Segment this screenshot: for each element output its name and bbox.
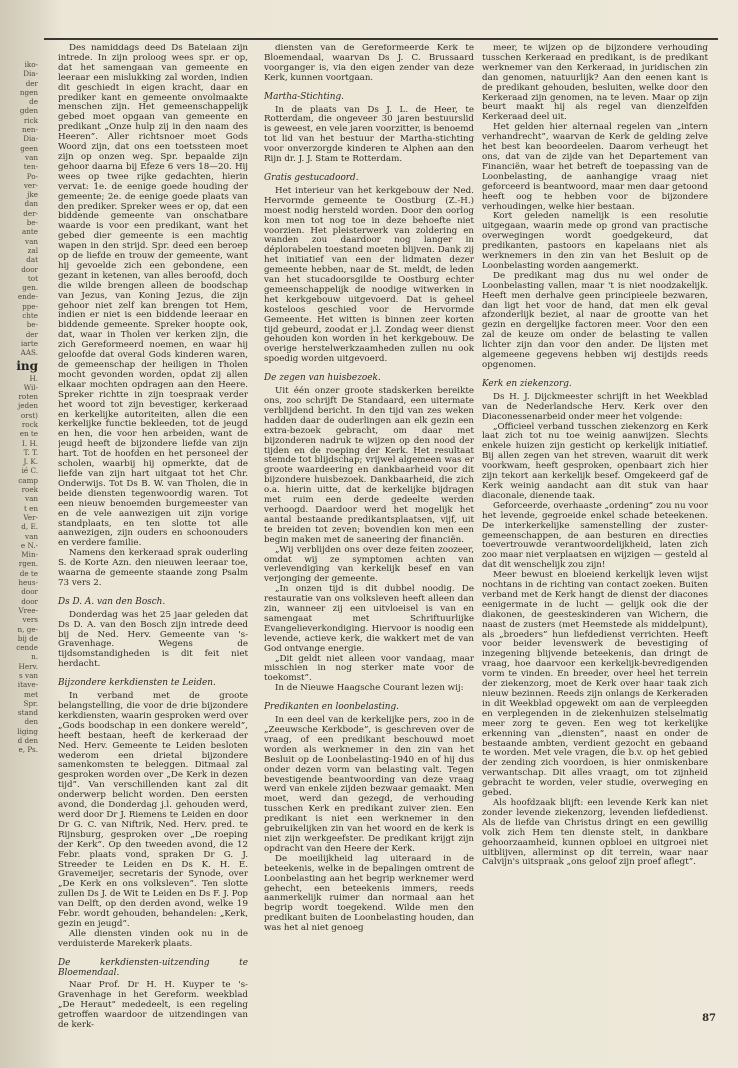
- section-heading: Bijzondere kerkdiensten te Leiden.: [58, 678, 216, 689]
- margin-fragment: rock: [21, 419, 38, 429]
- margin-fragment: H.: [29, 373, 38, 383]
- margin-fragment: dat: [26, 255, 38, 265]
- margin-fragment: orst): [20, 410, 38, 420]
- margin-fragment: nen-: [22, 125, 38, 135]
- margin-fragment: door: [21, 587, 38, 597]
- margin-fragment: Herv.: [18, 661, 38, 671]
- margin-fragment: n, ge-: [17, 624, 38, 634]
- paragraph: Als hoofdzaak blijft: een levende Kerk kan niet zonder levende ziekenzorg, levenden liefdedienst. Als de liefde van Christus dringt en een gewillig volk zich Hem ten dienste stelt, in dankbare gehoorzaamheid, kunnen opbloei en uitgroei niet uitblijven, allerminst op dit terrein, waar naar Calvijn's uitspraak „ons geloof zijn proef aflegt”.: [482, 797, 708, 868]
- margin-fragment: Dia-: [23, 134, 38, 144]
- paragraph: Het interieur van het kerkgebouw der Ned. Hervormde gemeente te Oostburg (Z.-H.) moest nodig hersteld worden. Door den oorlog kon men tot nog toe in deze behoefte niet voorzien. Het pleisterwerk van zoldering en wanden zou daardoor nog langer in déplorabelen toestand moeten blijven. Dank zij het initiatief van een der lidmaten dezer gemeente hebben, naar de St. meldt, de leden van het stucadoorsgilde te Oostburg echter gemeenschappelijk de noodige witwerken in het kerkgebouw uitgevoerd. Dat is geheel kosteloos geschied voor de Hervormde Gemeente. Het witten is binnen zeer korten tijd gebeurd, zoodat er j.l. Zondag weer dienst gehouden kon worden in het kerkgebouw. De overige herstelwerkzaamheden zullen nu ook spoedig worden uitgevoerd.: [264, 185, 474, 365]
- previous-page-margin-strip: [0, 60, 40, 1008]
- margin-fragment: rgen.: [18, 559, 38, 569]
- margin-fragment: AAS.: [20, 348, 38, 358]
- margin-fragment: d den: [17, 736, 38, 746]
- section-heading: Predikanten en loonbelasting.: [264, 702, 399, 713]
- margin-fragment: jeden: [18, 401, 38, 411]
- section-heading: De zegen van huisbezoek.: [264, 373, 381, 384]
- margin-fragment: door: [21, 264, 38, 274]
- margin-fragment: Dia-: [23, 69, 38, 79]
- margin-fragment: d, E.: [21, 522, 38, 532]
- section-heading: De kerkdiensten-uitzending te Bloemendaal.: [58, 957, 248, 978]
- margin-fragment: J. K.: [23, 457, 38, 467]
- margin-fragment: ten-: [23, 162, 38, 172]
- margin-fragment: chte: [22, 311, 38, 321]
- margin-fragment: heus-: [18, 578, 38, 588]
- margin-fragment: ié C.: [21, 466, 38, 476]
- column-right: [482, 44, 708, 1044]
- paragraph: „Officieel verband tusschen ziekenzorg en Kerk laat zich tot nu toe weinig aanwijzen. Slechts enkele huizen zijn gesticht op kerkelijk initiatief. Bij allen zegen van het streven, waaruit dit werk voorkwam, heeft gesproken, openbaart zich hier zijn tekort aan kerkelijk besef. Omgekeerd gaf de Kerk weinig aandacht aan dit stuk van haar diaconale, dienende taak.: [482, 421, 708, 501]
- margin-fragment: van: [25, 531, 38, 541]
- section-heading: Martha-Stichting.: [264, 91, 344, 102]
- margin-fragment: vers: [22, 615, 38, 625]
- header-rule: [44, 38, 718, 40]
- paragraph: „Wij verblijden ons over deze feiten zoozeer, omdat wij ze symptomen achten van verlevendiging van kerkelijk besef en van verjonging der gemeente.: [264, 544, 474, 585]
- margin-fragment: roek: [21, 485, 38, 495]
- margin-fragment: de: [29, 97, 38, 107]
- margin-fragment: ppe-: [22, 301, 38, 311]
- paragraph: In een deel van de kerkelijke pers, zoo in de „Zeeuwsche Kerkbode”, is geschreven over de vraag, of een predikant beschouwd moet worden als werknemer in den zin van het Besluit op de Loonbelasting-1940 en of hij dus onder dezen vorm van belasting valt. Tegen bevestigende beantwoording van deze vraag werd van enkele zijden bezwaar gemaakt. Men moet, werd dan gezegd, de verhouding tusschen Kerk en predikant zuiver zien. Een predikant is niet een werknemer in den gebruikelijken zin van het woord en de kerk is niet zijn werkgeefster. De predikant krijgt zijn opdracht van den Heere der Kerk.: [264, 715, 474, 854]
- paragraph: „Dit geldt niet alleen voor vandaag, maar misschien in nog sterker mate voor de toekomst”.: [264, 653, 474, 684]
- paragraph: Ds H. J. Dijckmeester schrijft in het Weekblad van de Nederlandsche Herv. Kerk over den Diaconessenarbeid onder meer het volgende:: [482, 391, 708, 422]
- margin-fragment: ende-: [17, 292, 38, 302]
- margin-fragment: Wil-: [23, 382, 38, 392]
- margin-fragment: der: [25, 78, 38, 88]
- margin-fragment: iko-: [24, 60, 38, 69]
- margin-fragment: rick: [23, 115, 38, 125]
- paragraph: diensten van de Gereformeerde Kerk te Bloemendaal, waarvan Ds J. C. Brussaard voorganger is, via den eigen zender van deze Kerk, kunnen voortgaan.: [264, 44, 474, 83]
- margin-fragment: camp: [18, 475, 38, 485]
- page-number: 87: [702, 1013, 716, 1024]
- paragraph: In verband met de groote belangstelling, die voor de drie bijzondere kerkdiensten, waarin gesproken werd over „Gods boodschap in een donkere wereld”, heeft bestaan, heeft de kerkeraad der Ned. Herv. Gemeente te Leiden besloten wederom een drietal bijzondere samenkomsten te beleggen. Ditmaal zal gesproken worden over „De Kerk in dezen tijd”. Van verschillenden kant zal dit onderwerp belicht worden. Den eersten avond, die Donderdag j.l. gehouden werd, werd door Dr J. Riemens te Leiden en door Dr G. C. van Niftrik, Ned. Herv. pred. te Rijnsburg, gesproken over „De roeping der Kerk”. Op den tweeden avond, die 12 Febr. plaats vond, spraken Dr G. J. Streeder te Leiden en Ds K. H. E. Gravemeijer, secretaris der Synode, over „De Kerk en ons volksleven”. Ten slotte zullen Ds J. de Wit te Leiden en Ds F. J. Pop van Delft, op den derden avond, welke 19 Febr. wordt gehouden, behandelen: „Kerk, gezin en jeugd”.: [58, 691, 248, 929]
- margin-fragment: ante: [21, 227, 38, 237]
- margin-fragment: Vree-: [18, 605, 38, 615]
- margin-fragment: e, Ps.: [18, 745, 38, 755]
- paragraph: Alle diensten vinden ook nu in de verduisterde Marekerk plaats.: [58, 928, 248, 949]
- margin-fragment: door: [21, 596, 38, 606]
- margin-fragment: liging: [17, 726, 38, 736]
- margin-fragment: der-: [23, 208, 38, 218]
- margin-fragment: jke: [27, 190, 38, 200]
- margin-fragment: ing: [16, 358, 38, 373]
- margin-fragment: T. T.: [23, 447, 38, 457]
- paragraph: Geforceerde, overhaaste „ordening” zou nu voor het levende, gegroeide enkel schade beteekenen. De interkerkelijke samenstelling der zuster-gemeenschappen, de aan besturen en directies toevertrouwde verantwoordelijkheid, laten zich zoo maar niet verplaatsen en wijzigen — gesteld al dat dit wenschelijk zou zijn!: [482, 500, 708, 571]
- section-heading: Ds D. A. van den Bosch.: [58, 596, 166, 607]
- section-heading: Gratis gestucadoord.: [264, 172, 359, 183]
- margin-fragment: en te: [19, 429, 38, 439]
- margin-fragment: stand: [17, 708, 38, 718]
- margin-fragment: der: [25, 329, 38, 339]
- margin-fragment: be-: [26, 320, 38, 330]
- margin-fragment: Spr.: [23, 698, 38, 708]
- margin-fragment: ngen: [19, 87, 38, 97]
- paragraph: Naar Prof. Dr H. H. Kuyper te 's-Gravenhage in het Gereform. weekblad „De Heraut” mededeelt, is een regeling getroffen waardoor de uitzendingen van de kerk-: [58, 980, 248, 1031]
- paragraph: Kort geleden namelijk is een resolutie uitgegaan, waarin mede op grond van practische overwegingen wordt goedgekeurd, dat predikanten, pastoors en kapelaans niet als werknemers in den zin van het Besluit op de Loonbelasting worden aangemerkt.: [482, 211, 708, 271]
- margin-fragment: gden: [19, 106, 38, 116]
- paragraph: In de plaats van Ds J. L. de Heer, te Rotterdam, die ongeveer 30 jaren bestuurslid is geweest, en vele jaren voorzitter, is benoemd tot lid van het bestuur der Martha-stichting voor onverzorgde kinderen te Alphen aan den Rijn dr. J. J. Stam te Rotterdam.: [264, 104, 474, 165]
- paragraph: De predikant mag dus nu wel onder de Loonbelasting vallen, maar 't is niet noodzakelijk. Heeft men derhalve geen principieele bezwaren, dan ligt het voor de hand, dat men elk geval afzonderlijk beziet, al naar de grootte van het gezin en dergelijke factoren meer. Voor den een zal de keuze om onder de belasting te vallen lichter zijn dan voor den ander. De lijsten met algemeene gegevens hebben wij destijds reeds opgenomen.: [482, 270, 708, 370]
- paragraph: Donderdag was het 25 jaar geleden dat Ds D. A. van den Bosch zijn intrede deed bij de Ned. Herv. Gemeente van 's-Gravenhage. Wegens de tijdsomstandigheden is dit feit niet herdacht.: [58, 609, 248, 670]
- margin-fragment: Po-: [26, 171, 38, 181]
- margin-fragment: zal: [27, 245, 38, 255]
- margin-fragment: van: [25, 152, 38, 162]
- margin-fragment: n.: [31, 652, 38, 662]
- margin-fragment: Min-: [21, 550, 38, 560]
- margin-fragment: I. H.: [22, 438, 38, 448]
- margin-fragment: s van: [19, 671, 38, 680]
- column-middle: [264, 44, 474, 1044]
- margin-fragment: be-: [26, 218, 38, 228]
- paragraph: „In onzen tijd is dit dubbel noodig. De restauratie van ons volksleven heeft alleen dan zin, wanneer zij een uitvloeisel is van en samengaat met Schriftuurlijke Evangelieverkondiging. Hiervoor is noodig een levende, actieve kerk, die wakkert met de van God ontvange energie.: [264, 584, 474, 654]
- margin-fragment: Ver-: [23, 512, 38, 522]
- margin-fragment: itave-: [17, 680, 38, 690]
- margin-fragment: gen.: [22, 283, 38, 293]
- margin-fragment: t en: [23, 503, 38, 513]
- margin-fragment: van: [25, 494, 38, 504]
- paragraph: Uit één onzer groote stadskerken bereikte ons, zoo schrijft De Standaard, een uitermate verblijdend bericht. In den tijd van zes weken hadden daar de ouderlingen aan elk gezin een extra-bezoek gebracht, om daar met bijzonderen nadruk te wijzen op den nood der tijden en de roeping der Kerk. Het resultaat stemde tot blijdschap; vrijwel algemeen was er groote waardeering en dankbaarheid voor dit bijzondere huisbezoek. Dankbaarheid, die zich o.a. hierin uitte, dat de kerkelijke bijdragen met ruim een derde gedeelte werden verhoogd. Daardoor werd het mogelijk het aantal bestaande predikantsplaatsen, vijf, uit te breiden tot zeven; bovendien kon men een begin maken met de sanеering der financiën.: [264, 386, 474, 545]
- margin-fragment: ver-: [23, 180, 38, 190]
- paragraph: Meer bewust en bloeiend kerkelijk leven wijst nochtans in de richting van contact zoeken. Buiten verband met de Kerk hangt de dienst der diacones eenigermate in de lucht — gelijk ook die der diakonen, de geesteskinderen van Wichern, die naast de zusters (met Heemstede als middelpunt), als „broeders” hun liefdedienst verrichten. Heeft voor beider levenswerk de bevestiging of inzegening blijvende beteekenis, dan dringt de vraag, hoe daarvoor een kerkelijk-bevredigenden vorm te vinden. En breeder, over heel het terrein der ziekenzorg, moet de Kerk over haar taak zich nieuw bezinnen. Reeds zijn onlangs de Kerkeraden in dit Weekblad opgewekt om aan de verpleegden en verplegenden in de ziekenhuizen stelselmatig meer zorg te geven. Een weg tot kerkelijke erkenning van „diensten”, naast en onder de bestaande ambten, verdient gezocht en gebaand te worden. Met vele vragen, die b.v. op het gebied der zending zich voordoen, is hier onmiskenbare verwantschap. Dit alles vraagt, om tot zijnheid gebracht te worden, veler studie, overweging en gebed.: [482, 570, 708, 799]
- margin-fragment: geen: [20, 143, 38, 153]
- margin-fragment: iarte: [20, 338, 38, 348]
- paragraph: In de Nieuwe Haagsche Courant lezen wij:: [275, 683, 464, 694]
- column-left: [58, 44, 248, 1034]
- paragraph: De moeilijkheid lag uiteraard in de beteekenis, welke in de bepalingen omtrent de Loonbelasting aan het begrip werknemer werd gehecht, een beteekenis immers, reeds aanmerkelijk ruimer dan normaal aan het begrip wordt toegekend. Wilde men den predikant buiten de Loonbelasting houden, dan was het al niet genoeg: [264, 853, 474, 934]
- paragraph: Des namiddags deed Ds Batelaan zijn intrede. In zijn proloog wees spr. er op, dat het samengaan van gemeente en leeraar een mislukking zal worden, indien dit geschiedt in eigen kracht, daar en prediker kant en gemeente onvolmaakte menschen zijn. Het gemeenschappelijk gebed moet opgaan van gemeente en predikant „Onze hulp zij in den naam des Heeren”. Aller richtsnoer moet Gods Woord zijn, dat ons een toetssteen moet zijn op onzen weg. Spr. bepaalde zijn gehoor daarna bij Efeze 6 vers 18—20. Hij wees op twee rijke gedachten, hierin vervat: 1e. de eenige goede houding der gemeente; 2e. de eenige goede plaats van den prediker. Spreker wees er op, dat een biddende gemeente van onschatbare waarde is voor een predikant, want het gebed dier gemeente is een machtig wapen in den strijd. Spr. deed een beroep op de liefde en trouw der gemeente, want hij gevoelde zich een gebondene, een gezant in ketenen, van alles beroofd, doch die wilde brengen alleen de boodschap van Jezus, van Koning Jezus, die zijn gehoor niet zelf kan brengen tot Hem, indien er niet is een biddende leeraar en biddende gemeente. Spreker hoopte ook, dat, waar in Tholen ver kerken zijn, die zich Gereformeerd noemen, en waar hij geloofde dat overal Gods kinderen waren, de gemeenschap der heiligen in Tholen mocht gevonden worden, opdat zij allen elkaar mochten opdragen aan den Heere. Spreker richtte in zijn toespraak verder het woord tot zijn bevestiger, kerkeraad en kerkelijke autoriteiten, allen die een kerkelijke functie bekleeden, tot de jeugd en hen, die voor hen arbeiden, want de jeugd heeft de bijzondere liefde van zijn hart. Tot de hoofden en het personeel der scholen, waarbij hij opmerkte, dat de liefde van zijn hart uitgaat tot het Chr. Onderwijs. Tot Ds B. W. van Tholen, die in beide diensten tegenwoordig waren. Tot een nieuw benoemden burgemeester van en de vele aanwezigen uit zijn vorige standplaats, en ten slotte tot alle aanwezigen, zijn ouders en schoonouders en verdere familie.: [58, 44, 248, 549]
- margin-fragment: dan: [24, 199, 38, 209]
- margin-fragment: cende: [16, 643, 38, 653]
- margin-fragment: de te: [19, 568, 38, 578]
- margin-fragment: e N.-: [20, 540, 38, 550]
- paragraph: Het gelden hier alternaal regelen van „intern verhandrecht”, waarvan de Kerk de gelding zelve het best kan beoordeelen. Daarom verheugt het ons, dat van de zijde van het Departement van Financiën, waar het betreft de toepassing van de Loonbelasting, de aanhangige vraag niet geforceerd is beantwoord, maar men daar getoond heeft oog te hebben voor de bijzondere verhoudingen, welke hier bestaan.: [482, 122, 708, 212]
- margin-fragment: tot: [27, 273, 38, 283]
- margin-fragment: van: [25, 236, 38, 246]
- paragraph: meer, te wijzen op de bijzondere verhouding tusschen Kerkeraad en predikant, is de predikant werknemer van den Kerkeraad, in juridischen zin dan genomen, natuurlijk? Aan den eenen kant is de predikant gehouden, besluiten, welke door den Kerkeraad zijn genomen, na te leven. Maar op zijn beurt maakt hij als regel van dienzelfden Kerkeraad deel uit.: [482, 44, 708, 123]
- section-heading: Kerk en ziekenzorg.: [482, 378, 572, 389]
- paragraph: Namens den kerkeraad sprak ouderling S. de Korte Azn. den nieuwen leeraar toe, waarna de gemeente staande zong Psalm 73 vers 2.: [58, 548, 248, 588]
- margin-fragment: bij de: [17, 633, 38, 643]
- margin-fragment: den: [24, 717, 38, 727]
- margin-fragment: met: [24, 689, 38, 699]
- margin-fragment: roten: [18, 392, 38, 402]
